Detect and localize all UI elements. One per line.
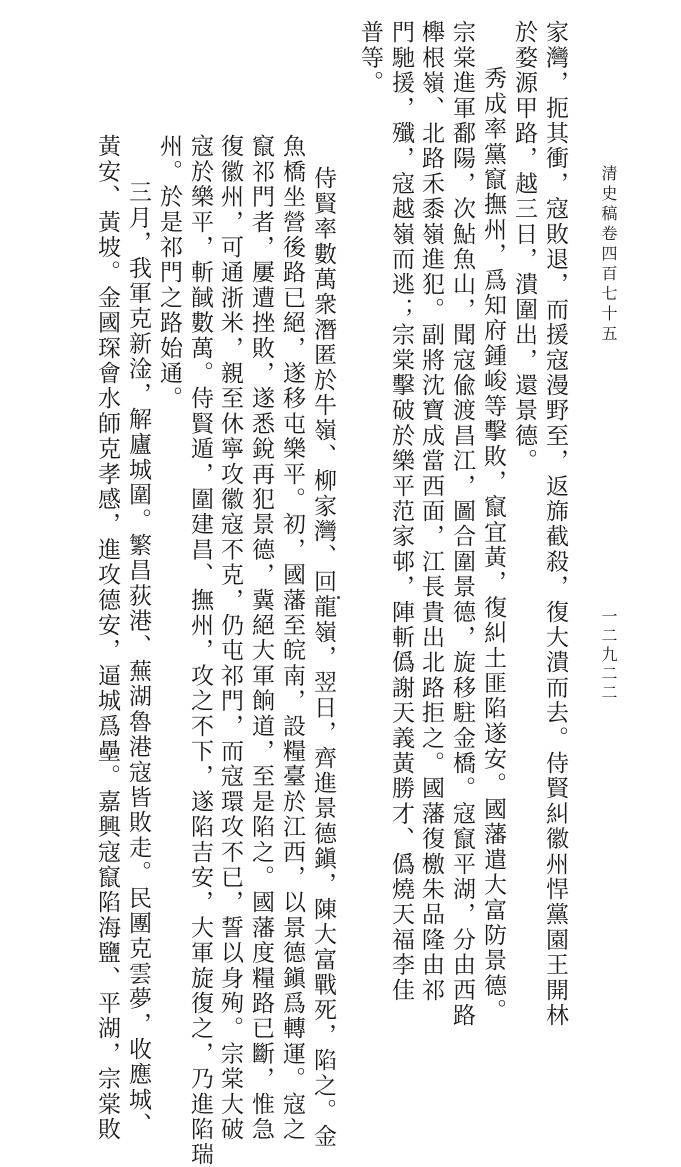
book-title-header: 清史稿卷四百七十五 xyxy=(599,165,618,345)
text-column-7: 普等。 xyxy=(357,20,383,96)
text-column-11: 復徽州，可通浙米，親至休寧攻徽寇不克，仍屯祁門，而寇環攻不已，誓以身殉。宗棠大破 xyxy=(217,134,243,1142)
text-column-6: 門馳援，殲，寇越嶺而逃；宗棠擊破於樂平范家邨，陣斬僞謝天義黃勝才、僞燒天福李佳 xyxy=(388,20,414,1003)
text-column-4: 宗棠進軍鄱陽，次鮎魚山，聞寇偸渡昌江，圖合圍景德，旋移駐金橋。寇竄平湖，分由西路 xyxy=(449,20,475,1028)
text-column-9: 魚橋坐營後路已絕，遂移屯樂平。初，國藩至皖南，設糧臺於江西，以景德鎭爲轉運。寇之 xyxy=(279,134,305,1142)
text-column-14: 三月，我軍克新淦，解廬城圍。繁昌荻港、蕪湖魯港寇皆敗走。民團克雲夢，收應城、 xyxy=(125,180,151,1138)
text-column-1: 家灣，扼其衝，寇敗退，而援寇漫野至，返旆截殺，復大潰而去。侍賢糾徽州悍黨園王開林 xyxy=(542,20,568,1028)
fold-mark xyxy=(337,596,340,599)
text-column-10: 竄祁門者，屢遭挫敗，遂悉銳再犯景德，冀絕大軍餉道，至是陷之。國藩度糧路已斷，惟急 xyxy=(248,134,274,1142)
text-column-5: 櫸根嶺、北路禾黍嶺進犯。副將沈寶成當西面，江長貴出北路拒之。國藩復檄朱品隆由祁 xyxy=(418,20,444,1003)
text-column-15: 黃安、黃坡。金國琛會水師克孝感，進攻德安，逼城爲壘。嘉興寇竄陷海鹽、平湖，宗棠敗 xyxy=(94,134,120,1142)
page-number: 一二九二二 xyxy=(599,608,618,703)
text-column-12: 寇於樂平，斬馘數萬。侍賢遁，圍建昌、撫州，攻之不下，遂陷吉安，大軍旋復之，乃進陷瑞 xyxy=(187,134,213,1167)
text-column-13: 州。於是祁門之路始通。 xyxy=(156,134,182,412)
text-column-2: 於婺源甲路，越三日，潰圍出，還景德。 xyxy=(511,20,537,474)
text-column-3: 秀成率黨竄撫州，爲知府鍾峻等擊敗，竄宜黃，復糾土匪陷遂安。國藩遣大富防景德。 xyxy=(480,66,506,1024)
text-column-8: 侍賢率數萬衆潛匿於牛嶺、柳家灣、回龍嶺，翌日，齊進景德鎭，陳大富戰死，陷之。金 xyxy=(310,166,336,1149)
